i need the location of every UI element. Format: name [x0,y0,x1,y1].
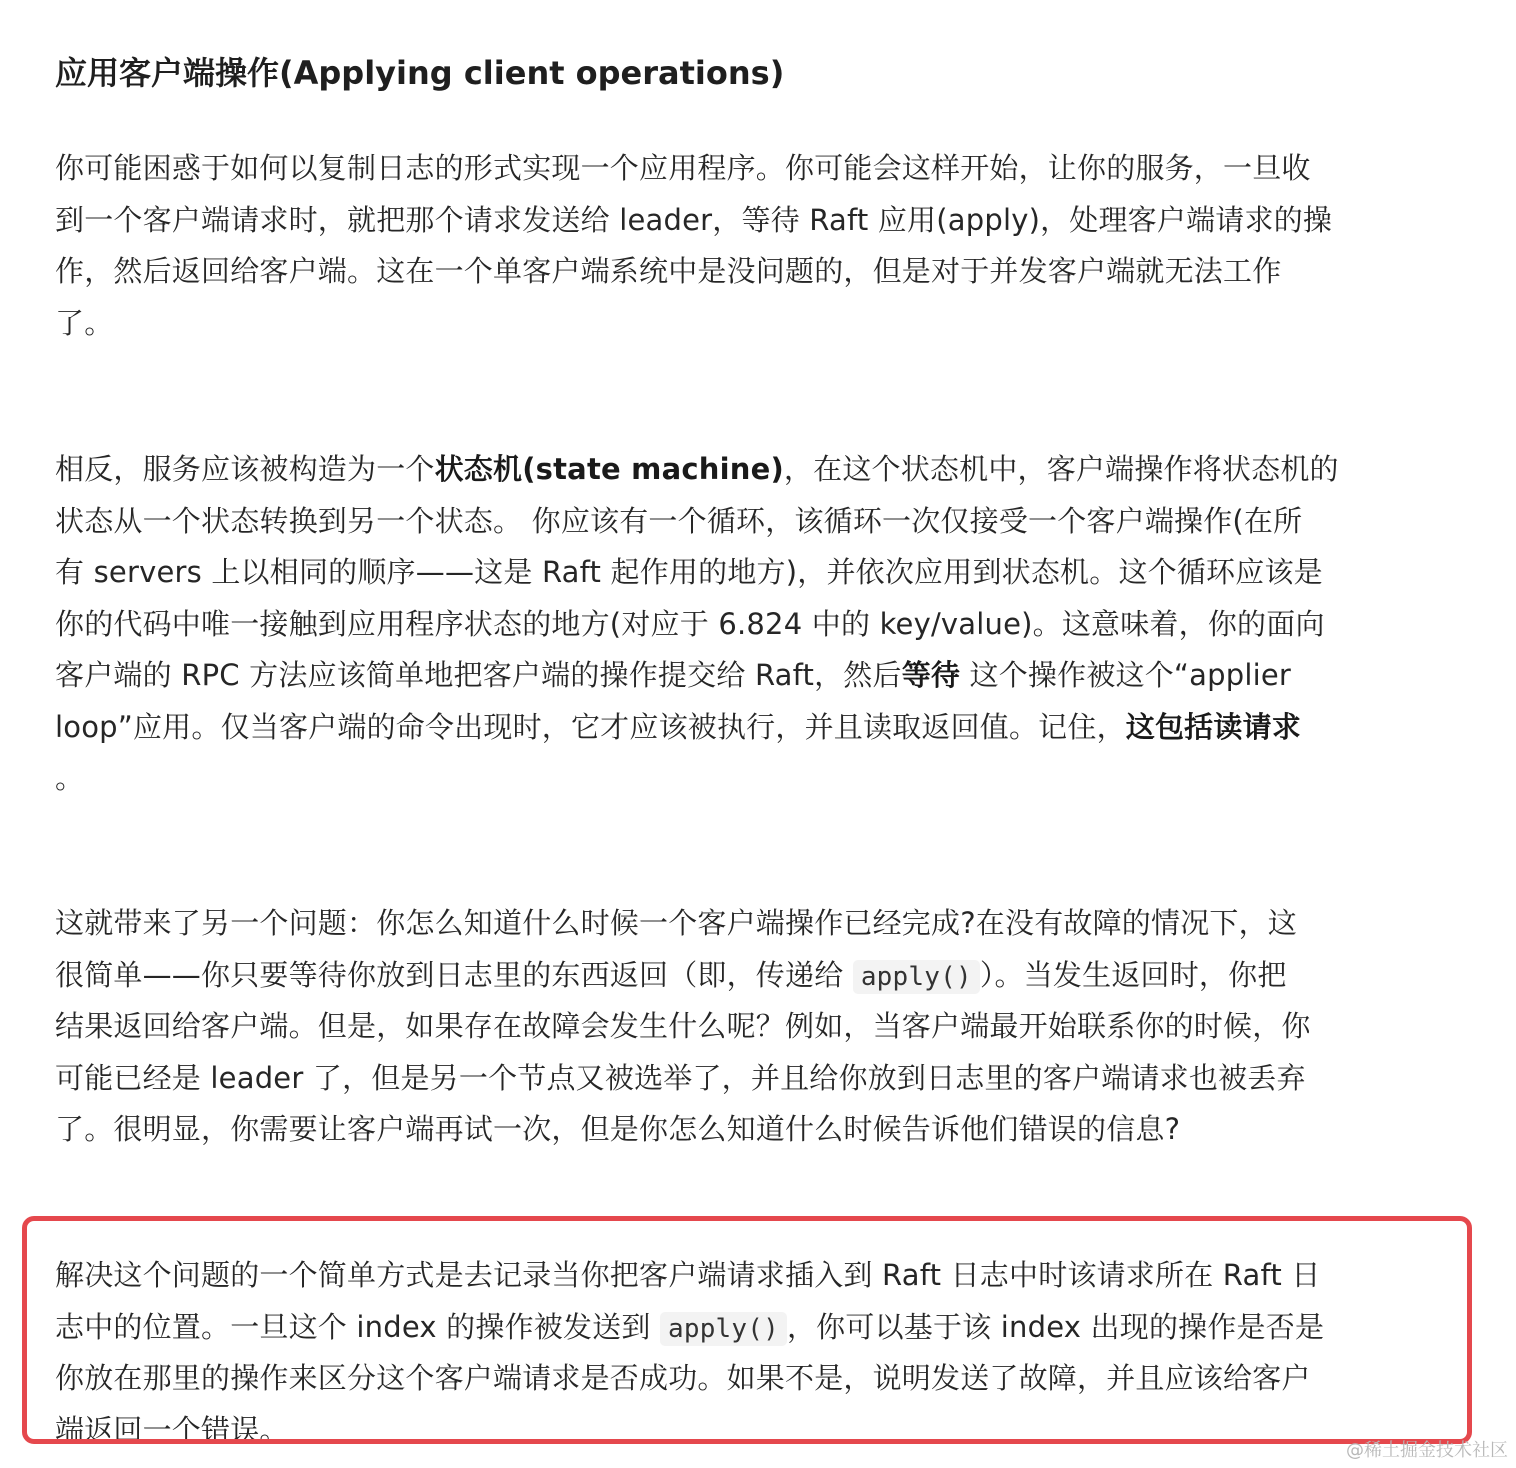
paragraph-line: 。 [55,761,85,795]
paragraph-4-highlighted [55,1250,1435,1456]
text-run: 客户端的 RPC 方法应该简单地把客户端的操作提交给 Raft，然后 [55,658,902,692]
text-run: loop”应用。仅当客户端的命令出现时，它才应该被执行，并且读取返回值。记住， [55,709,1126,744]
paragraph-line [55,650,1435,702]
paragraph-line [55,702,1435,754]
paragraph-line: 结果返回给客户端。但是，如果存在故障会发生什么呢？例如，当客户端最开始联系你的时候，你 [55,1009,1311,1043]
paragraph-line: 解决这个问题的一个简单方式是去记录当你把客户端请求插入到 Raft 日志中时该请求所在 Raft 日 [55,1258,1321,1292]
inline-code-apply: apply() [660,1312,787,1346]
paragraph-line: 你可能困惑于如何以复制日志的形式实现一个应用程序。你可能会这样开始，让你的服务，一旦收 [55,151,1311,185]
paragraph-2 [55,444,1435,805]
text-run: 很简单——你只要等待你放到日志里的东西返回（即，传递给 [55,957,853,992]
text-run: ）。当发生返回时，你把 [979,957,1287,992]
bold-term-wait: 等待 [901,658,961,692]
paragraph-line: 了。 [55,305,114,340]
text-run: ，在这个状态机中，客户端操作将状态机的 [783,452,1339,486]
paragraph-line: 端返回一个错误。 [55,1412,289,1447]
paragraph-line: 有 servers 上以相同的顺序——这是 Raft 起作用的地方)，并依次应用到状态机。这个循环应该是 [55,555,1323,589]
paragraph-3 [55,898,1435,1156]
inline-code-apply: apply() [853,960,980,994]
paragraph-line: 你的代码中唯一接触到应用程序状态的地方(对应于 6.824 中的 key/value)。这意味着，你的面向 [55,606,1325,641]
paragraph-line [55,950,1435,1002]
paragraph-line: 你放在那里的操作来区分这个客户端请求是否成功。如果不是，说明发送了故障，并且应该给客户 [55,1361,1311,1395]
paragraph-line [55,1302,1435,1354]
paragraph-line: 到一个客户端请求时，就把那个请求发送给 leader，等待 Raft 应用(apply)，处理客户端请求的操 [55,202,1333,237]
paragraph-line: 这就带来了另一个问题：你怎么知道什么时候一个客户端操作已经完成?在没有故障的情况下，这 [55,906,1297,940]
text-run: 相反，服务应该被构造为一个 [55,452,435,486]
text-run: ，你可以基于该 index 出现的操作是否是 [786,1309,1325,1344]
paragraph-line: 作，然后返回给客户端。这在一个单客户端系统中是没问题的，但是对于并发客户端就无法工作 [55,254,1282,288]
watermark: @稀土掘金技术社区 [1346,1440,1508,1461]
paragraph-line: 可能已经是 leader 了，但是另一个节点又被选举了，并且给你放到日志里的客户端请求也被丢弃 [55,1060,1306,1095]
paragraph-line [55,444,1435,496]
section-heading: 应用客户端操作(Applying client operations) [55,54,785,92]
text-run: 志中的位置。一旦这个 index 的操作被发送到 [55,1309,660,1344]
bold-term-read-requests: 这包括读请求 [1125,709,1301,744]
paragraph-line: 状态从一个状态转换到另一个状态。 你应该有一个循环，该循环一次仅接受一个客户端操作(在所 [55,503,1303,538]
text-run: 这个操作被这个“applier [960,658,1292,692]
paragraph-1 [55,143,1435,349]
bold-term-state-machine: 状态机(state machine) [434,452,784,486]
paragraph-line: 了。很明显，你需要让客户端再试一次，但是你怎么知道什么时候告诉他们错误的信息? [55,1112,1181,1146]
